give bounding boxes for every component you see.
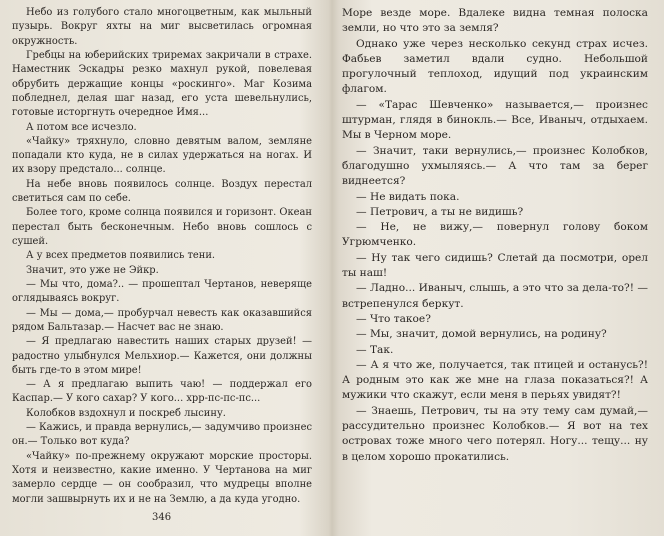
left-paragraph-10: — Мы — дома,— пробурчал невесть как оказавшийся рядом Бальтазар.— Насчет вас не знаю.	[12, 307, 312, 333]
page-number: 346	[152, 512, 172, 523]
left-paragraph-15: «Чайку» по-прежнему окружают морские просторы. Хотя и неизвестно, какие именно. У Чертанова на миг замерло сердце — он сообразил, что мудрецы вполне могли зашвырнуть их и не на Землю, а да куда угодно.	[12, 450, 312, 505]
left-paragraph-7: А у всех предметов появились тени.	[26, 250, 216, 262]
right-paragraph-13: — А я что же, получается, так птицей и останусь?! А родным это как же мне на глаза показаться?! А мужики что скажут, если меня в перьях увидят?!	[342, 358, 648, 402]
left-paragraph-3: А потом все исчезло.	[26, 121, 137, 133]
right-paragraph-11: — Мы, значит, домой вернулись, на родину?	[356, 328, 607, 341]
right-paragraph-7: — Не, не вижу,— повернул голову боком Угрюмченко.	[342, 221, 648, 249]
left-paragraph-9: — Мы что, дома?.. — прошептал Чертанов, неверяще оглядываясь вокруг.	[12, 278, 312, 305]
left-paragraph-11: — Я предлагаю навестить наших старых друзей! — радостно улыбнулся Мельхиор.— Кажется, они должны быть где-то в этом мире!	[12, 336, 312, 376]
left-paragraph-14: — Кажись, и правда вернулись,— задумчиво произнес он.— Только вот куда?	[12, 422, 312, 448]
right-paragraph-4: — Значит, таки вернулись,— произнес Колобков, благодушно ухмыляясь.— А что там за берег виднеется?	[342, 144, 648, 188]
left-paragraph-12: — А я предлагаю выпить чаю! — поддержал его Каспар.— У кого сахар? У кого... хрр-пс-пс-пс...	[12, 379, 312, 405]
left-paragraph-2: Гребцы на юберийских триремах закричали в страхе. Наместник Эскадры резко махнул рукой, повелевая обрубить держащие концы «роскинго». Маг Козима побледнел, делая шаг назад, его уста шевельнулись, готовые исторгнуть очередное Имя...	[12, 49, 312, 119]
left-paragraph-5: На небе вновь появилось солнце. Воздух перестал светиться сам по себе.	[12, 178, 312, 205]
right-paragraph-12: — Так.	[356, 343, 394, 356]
left-paragraph-13: Колобков вздохнул и поскреб лысину.	[26, 407, 226, 419]
right-paragraph-14: — Знаешь, Петрович, ты на эту тему сам думай,— рассудительно произнес Колобков.— Я вот на тех островах тоже много чего потерял. Ногу... тещу... ну в целом хорошо прокатились.	[342, 404, 648, 463]
right-paragraph-2: Однако уже через несколько секунд страх исчез. Фабьев заметил вдали судно. Небольшой прогулочный теплоход, идущий под украинским флагом.	[342, 37, 648, 96]
left-page	[12, 6, 312, 507]
right-paragraph-10: — Что такое?	[356, 312, 431, 325]
right-paragraph-6: — Петрович, а ты не видишь?	[356, 205, 524, 218]
right-paragraph-1: Море везде море. Вдалеке видна темная полоска земли, но что это за земля?	[342, 7, 648, 35]
left-paragraph-1: Небо из голубого стало многоцветным, как мыльный пузырь. Вокруг яхты на миг высветилась огромная окружность.	[12, 7, 312, 47]
right-paragraph-8: — Ну так чего сидишь? Слетай да посмотри, орел ты наш!	[342, 251, 648, 280]
right-page	[342, 6, 648, 465]
left-paragraph-6: Более того, кроме солнца появился и горизонт. Океан перестал быть бесконечным. Небо вновь сошлось с сушей.	[12, 207, 312, 247]
right-paragraph-5: — Не видать пока.	[356, 190, 460, 203]
right-paragraph-9: — Ладно... Иваныч, слышь, а это что за дела-то?! — встрепенулся беркут.	[342, 282, 648, 310]
left-paragraph-4: «Чайку» тряхнуло, словно девятым валом, земляне попадали кто куда, не в силах удержаться на ногах. И их взору предстало... солнце.	[12, 135, 312, 176]
left-paragraph-8: Значит, это уже не Эйкр.	[26, 264, 159, 276]
right-paragraph-3: — «Тарас Шевченко» называется,— произнес штурман, глядя в бинокль.— Все, Иваныч, отдыхаем. Мы в Черном море.	[342, 98, 648, 142]
